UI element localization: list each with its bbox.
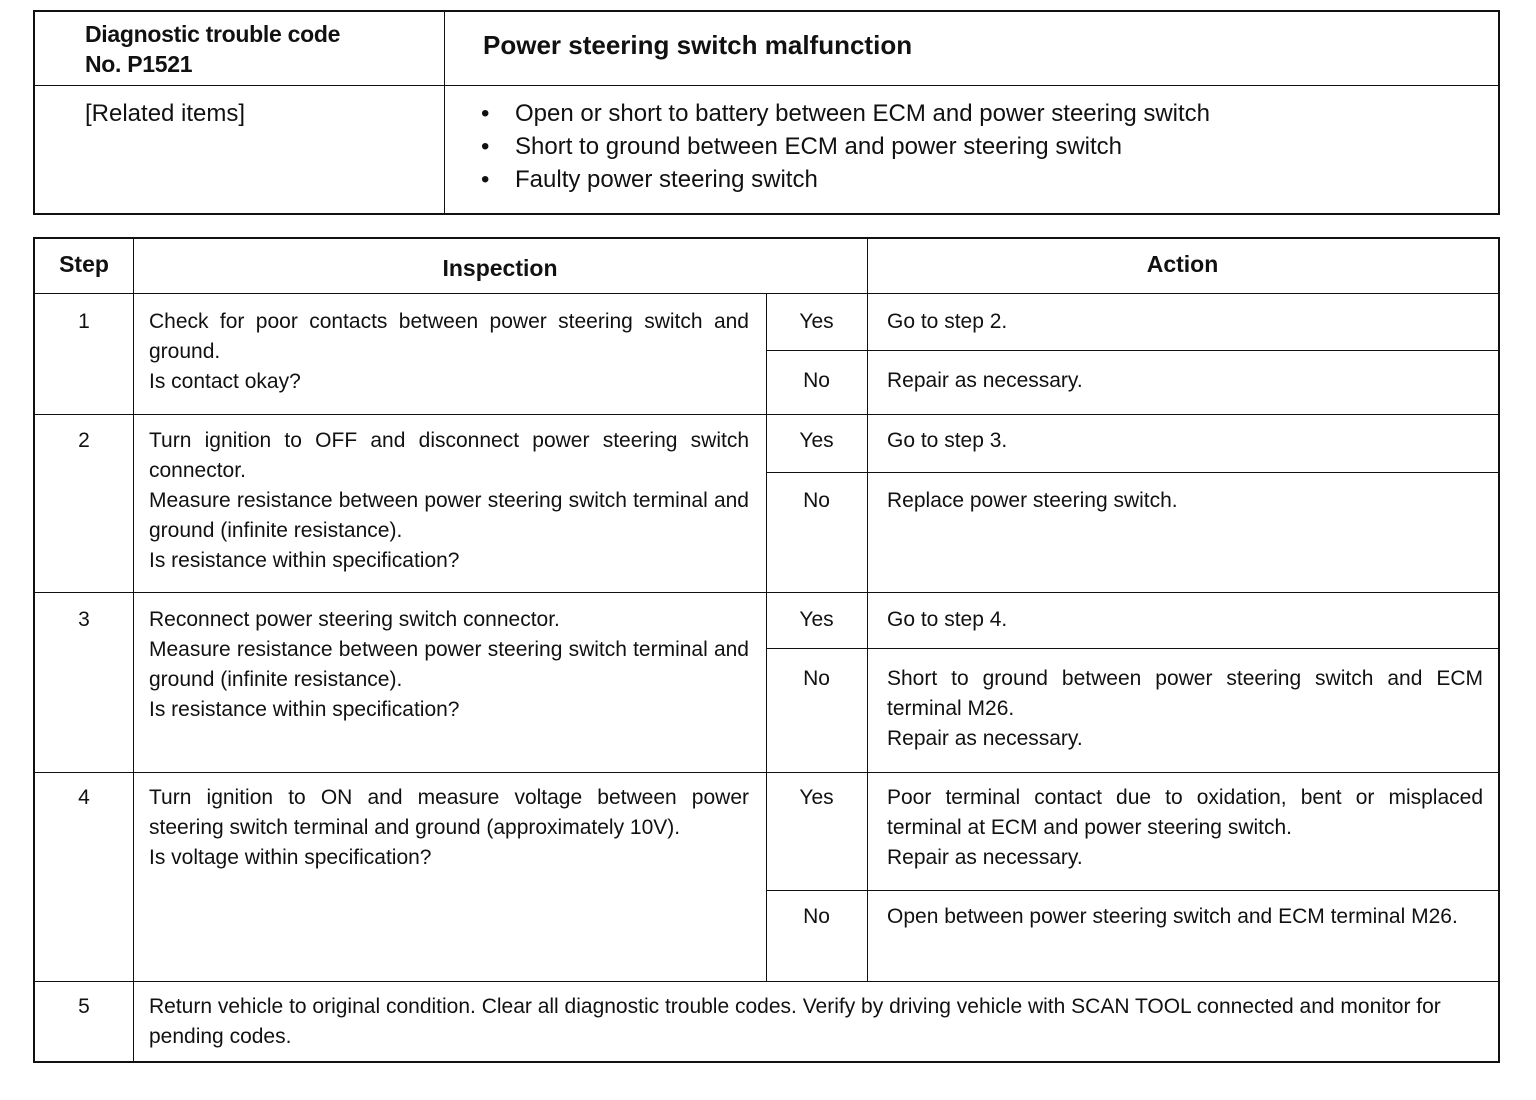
- bullet-icon: •: [481, 133, 490, 160]
- column-header-step: Step: [59, 251, 109, 277]
- no-label: No: [803, 369, 830, 392]
- yes-action: Go to step 4.: [887, 608, 1008, 631]
- yes-action: Go to step 3.: [887, 429, 1008, 452]
- header-row-divider: [35, 293, 1498, 294]
- header-row-divider: [35, 85, 1498, 86]
- related-item: • Open or short to battery between ECM and power steering switch: [481, 97, 1210, 130]
- step3-row-divider: [35, 772, 1498, 773]
- step2-yesno-divider: [766, 472, 1498, 473]
- step-number: 2: [78, 429, 90, 452]
- step3-yesno-divider: [766, 648, 1498, 649]
- step-inspection: Turn ignition to ON and measure voltage between power steering switch terminal and ground (approximately 10V). Is voltage within specification?: [149, 786, 749, 869]
- no-action: Repair as necessary.: [887, 369, 1083, 392]
- no-action: Open between power steering switch and ECM terminal M26.: [887, 905, 1458, 928]
- bullet-icon: •: [481, 100, 490, 127]
- step-number: 1: [78, 310, 90, 333]
- no-action: Replace power steering switch.: [887, 489, 1178, 512]
- dtc-label-line2: No. P1521: [85, 51, 193, 77]
- related-items-list: [481, 97, 1210, 196]
- step1-yesno-divider: [766, 350, 1498, 351]
- procedure-table: [33, 237, 1500, 1063]
- dtc-label-line1: Diagnostic trouble code: [85, 21, 341, 47]
- step4-row-divider: [35, 981, 1498, 982]
- dtc-code-label: [85, 19, 340, 79]
- step-number: 5: [78, 995, 90, 1018]
- yes-label: Yes: [799, 429, 834, 452]
- bullet-icon: •: [481, 166, 490, 193]
- header-column-divider: [444, 12, 445, 213]
- yes-label: Yes: [799, 310, 834, 333]
- related-items-label: [Related items]: [85, 100, 246, 127]
- no-label: No: [803, 667, 830, 690]
- column-header-action: Action: [1146, 251, 1219, 277]
- step-inspection: Return vehicle to original condition. Clear all diagnostic trouble codes. Verify by driving vehicle with SCAN TOOL connected and monitor for pending codes.: [149, 995, 1441, 1048]
- dtc-title: Power steering switch malfunction: [483, 30, 913, 60]
- yes-label: Yes: [799, 608, 834, 631]
- step-column-divider: [133, 239, 134, 1063]
- step-inspection: Turn ignition to OFF and disconnect power steering switch connector. Measure resistance between power steering switch terminal and ground (infinite resistance). Is resistance within specification?: [149, 429, 749, 572]
- column-header-inspection: Inspection: [442, 255, 558, 281]
- step-number: 3: [78, 608, 90, 631]
- step4-yesno-divider: [766, 890, 1498, 891]
- no-label: No: [803, 489, 830, 512]
- no-action: Short to ground between power steering switch and ECM terminal M26. Repair as necessary.: [887, 667, 1483, 750]
- no-label: No: [803, 905, 830, 928]
- dtc-header-table: [33, 10, 1500, 215]
- related-item: • Short to ground between ECM and power steering switch: [481, 130, 1210, 163]
- yes-action: Poor terminal contact due to oxidation, bent or misplaced terminal at ECM and power steering switch. Repair as necessary.: [887, 786, 1483, 869]
- step1-row-divider: [35, 414, 1498, 415]
- step-inspection: Check for poor contacts between power steering switch and ground. Is contact okay?: [149, 310, 749, 393]
- step2-row-divider: [35, 592, 1498, 593]
- yes-label: Yes: [799, 786, 834, 809]
- yes-action: Go to step 2.: [887, 310, 1008, 333]
- step-inspection: Reconnect power steering switch connector. Measure resistance between power steering switch terminal and ground (infinite resistance). Is resistance within specification?: [149, 608, 749, 721]
- yesno-column-divider-left: [766, 293, 767, 981]
- related-item: • Faulty power steering switch: [481, 163, 1210, 196]
- step-number: 4: [78, 786, 90, 809]
